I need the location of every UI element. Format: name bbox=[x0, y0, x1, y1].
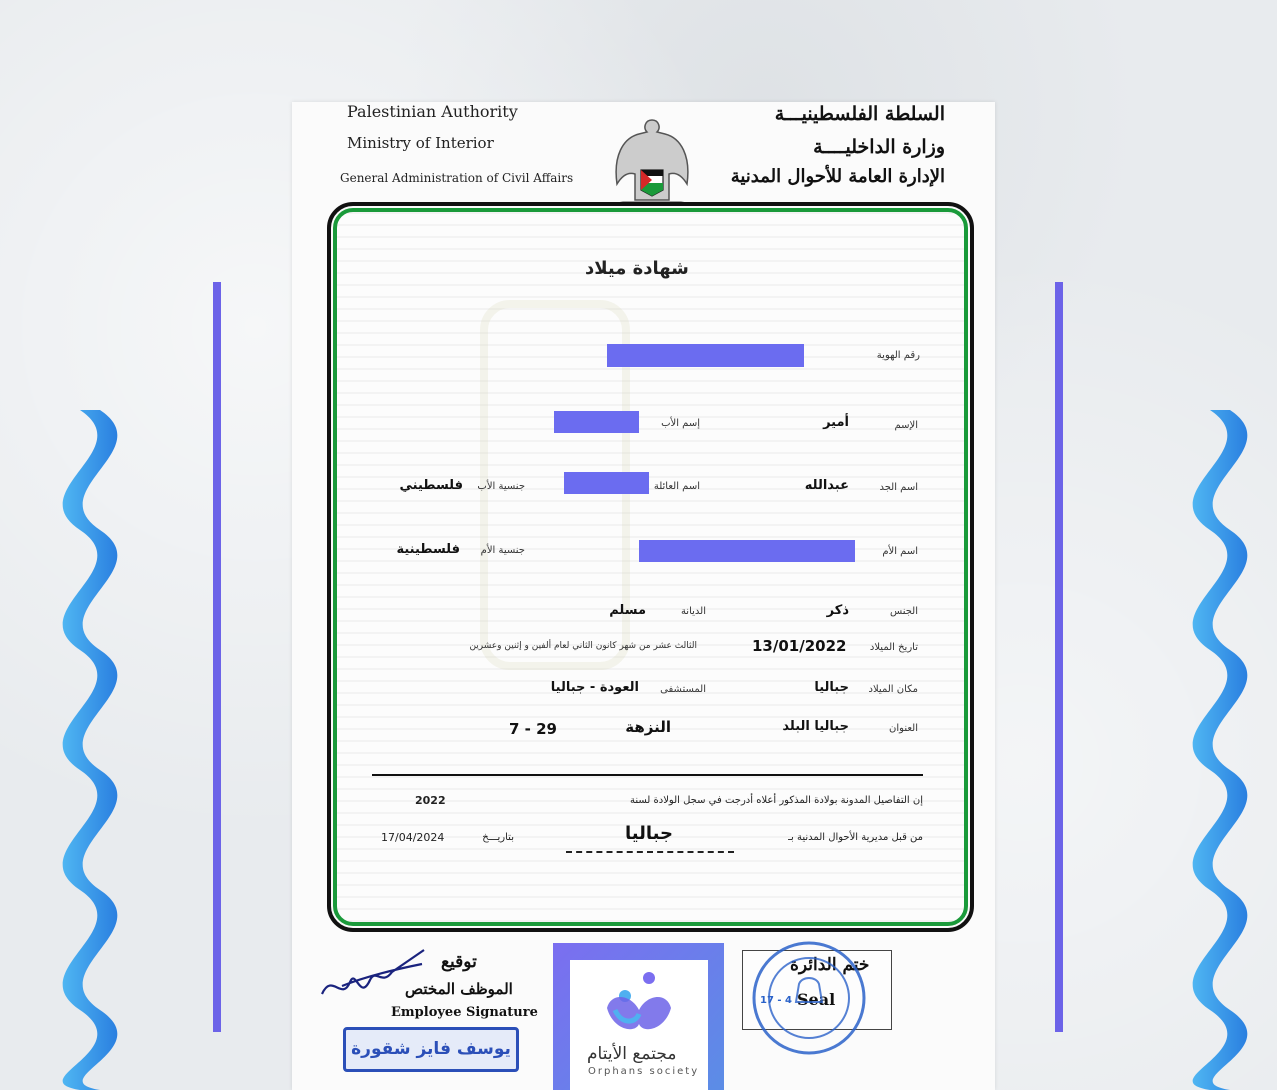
dob-in-words: الثالث عشر من شهر كانون الثاني لعام ألفين و إثنين وعشرين bbox=[469, 641, 697, 651]
id-label: رقم الهوية bbox=[876, 350, 920, 361]
eagle-emblem-icon bbox=[583, 112, 721, 214]
signature-ar-line2: الموظف المختص bbox=[405, 980, 513, 998]
gender-label: الجنس bbox=[889, 606, 918, 617]
seal-en-label: Seal bbox=[797, 990, 836, 1009]
grandfather-label: اسم الجد bbox=[879, 482, 918, 493]
mother-name-redaction bbox=[639, 540, 855, 562]
left-accent-bar bbox=[213, 282, 221, 1032]
family-name-redaction bbox=[564, 472, 649, 494]
section-divider bbox=[372, 774, 923, 776]
logo-en-name: Orphans society bbox=[588, 1066, 700, 1077]
birth-place-label: مكان الميلاد bbox=[868, 684, 918, 695]
registry-text: إن التفاصيل المدونة بولادة المذكور أعلاه أدرجت في سجل الولادة لسنة bbox=[630, 795, 923, 806]
place-underline bbox=[566, 851, 734, 853]
mother-name-label: اسم الأم bbox=[882, 546, 918, 557]
name-label: الإسم bbox=[894, 420, 918, 431]
signature-ar-line1: توقيع bbox=[441, 952, 477, 972]
issue-date-value: 17/04/2024 bbox=[381, 831, 445, 844]
dob-value: 13/01/2022 bbox=[752, 637, 847, 655]
issued-by-place: جباليا bbox=[625, 823, 673, 844]
seal-ar-label: ختم الدائرة bbox=[790, 955, 870, 975]
address-number: 7 - 29 bbox=[509, 720, 557, 738]
logo-ar-name: مجتمع الأيتام bbox=[587, 1044, 677, 1064]
certificate-frame-inner bbox=[333, 208, 968, 926]
issued-by-text: من قبل مديرية الأحوال المدنية بـ bbox=[788, 832, 923, 843]
header-en-line2: Ministry of Interior bbox=[347, 134, 494, 152]
religion-value: مسلم bbox=[609, 603, 646, 618]
gender-value: ذكر bbox=[826, 603, 849, 618]
father-nationality-value: فلسطيني bbox=[399, 478, 463, 493]
id-redaction bbox=[607, 344, 804, 367]
right-wave-decoration bbox=[1160, 410, 1260, 1090]
family-name-label: اسم العائلة bbox=[653, 481, 700, 492]
address-area: النزهة bbox=[625, 718, 671, 736]
father-name-redaction bbox=[554, 411, 639, 433]
address-city: جباليا البلد bbox=[782, 719, 849, 734]
birth-place-value: جباليا bbox=[814, 680, 849, 695]
name-value: أمير bbox=[823, 415, 849, 430]
father-nationality-label: جنسية الأب bbox=[477, 481, 525, 492]
registry-year: 2022 bbox=[415, 794, 446, 807]
header-ar-line1: السلطة الفلسطينيـــة bbox=[774, 103, 945, 125]
employee-name-stamp: يوسف فايز شقورة bbox=[343, 1027, 519, 1072]
mother-nationality-value: فلسطينية bbox=[396, 542, 460, 557]
mother-nationality-label: جنسية الأم bbox=[480, 545, 525, 556]
issue-date-label: بتاريـــخ bbox=[482, 832, 514, 843]
stamp-number: 17 - 4 bbox=[760, 995, 792, 1006]
header-en-line3: General Administration of Civil Affairs bbox=[340, 171, 574, 185]
header-en-line1: Palestinian Authority bbox=[347, 102, 518, 121]
certificate-title: شهادة ميلاد bbox=[585, 258, 689, 279]
header-ar-line2: وزارة الداخليــــة bbox=[813, 136, 945, 158]
signature-en-label: Employee Signature bbox=[391, 1005, 538, 1020]
father-name-label: إسم الأب bbox=[661, 418, 700, 429]
hospital-value: العودة - جباليا bbox=[550, 680, 639, 695]
religion-label: الديانة bbox=[680, 606, 706, 617]
address-label: العنوان bbox=[889, 723, 918, 734]
left-wave-decoration bbox=[30, 410, 130, 1090]
handwritten-signature-icon bbox=[312, 942, 432, 1014]
hospital-label: المستشفى bbox=[660, 684, 706, 695]
orphans-society-logo-icon bbox=[601, 968, 677, 1038]
header-ar-line3: الإدارة العامة للأحوال المدنية bbox=[730, 166, 945, 187]
right-accent-bar bbox=[1055, 282, 1063, 1032]
dob-label: تاريخ الميلاد bbox=[869, 642, 918, 653]
grandfather-value: عبدالله bbox=[804, 478, 849, 493]
